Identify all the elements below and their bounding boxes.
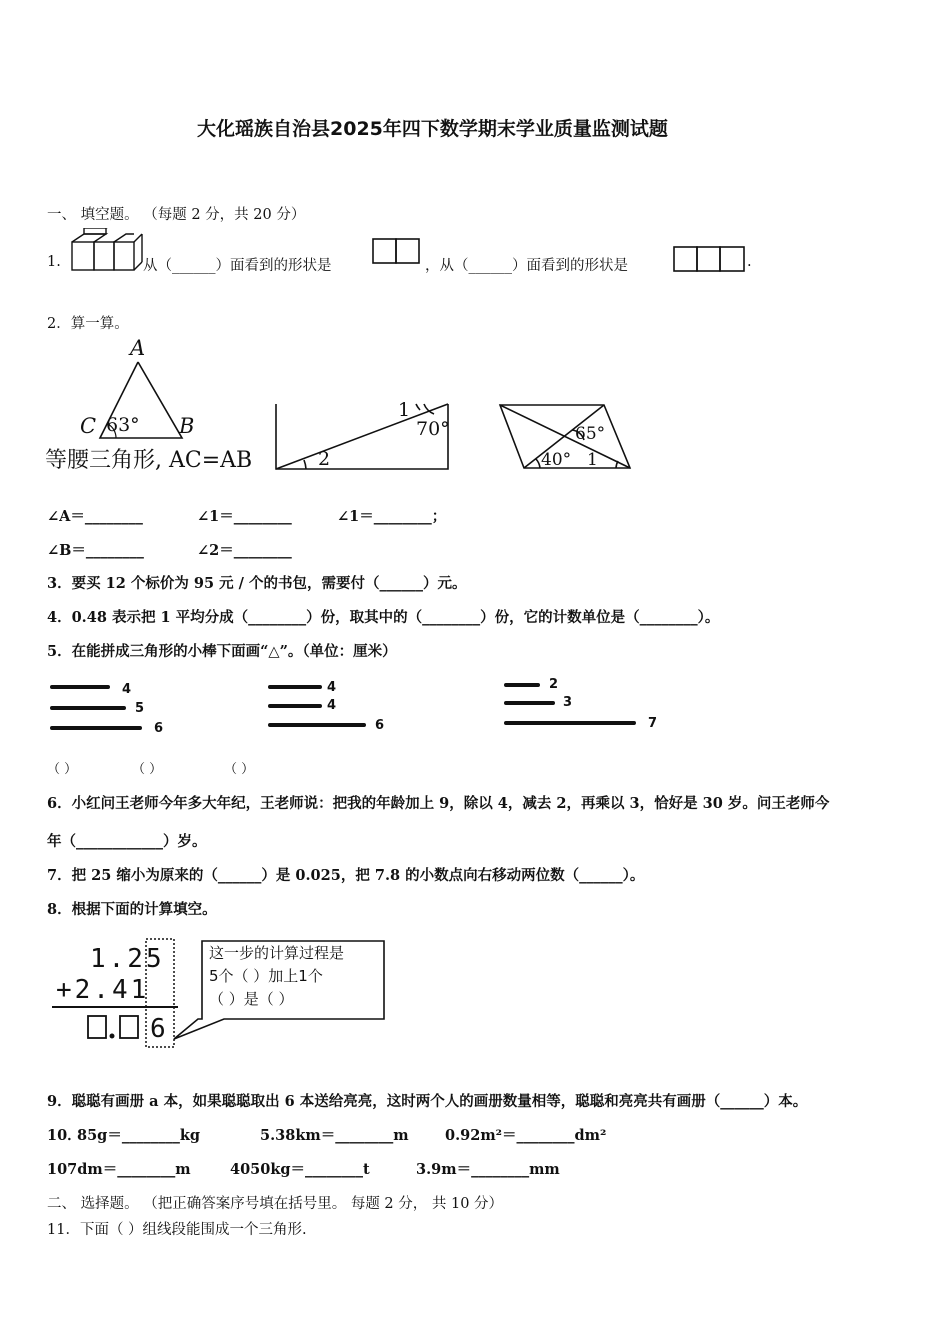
view-two-squares-figure <box>372 238 422 266</box>
angle-65-label: 65° <box>575 424 606 444</box>
page-title: 大化瑶族自治县2025年四下数学期末学业质量监测试题 <box>197 118 668 140</box>
calc-row1: 1.25 <box>90 944 165 974</box>
q11-text: 11．下面（ ）组线段能围成一个三角形. <box>47 1222 307 1238</box>
angle-70-label: 70° <box>416 418 450 440</box>
bubble-line3: （ ）是（ ） <box>209 990 294 1008</box>
q3-text: 3．要买 12 个标价为 95 元 / 个的书包，需要付（______）元。 <box>47 575 467 592</box>
q10-a: 85g＝________kg <box>77 1127 201 1144</box>
q8-text: 8．根据下面的计算填空。 <box>47 901 217 918</box>
stick-label: 3 <box>563 695 573 710</box>
q5-text: 5．在能拼成三角形的小棒下面画“△”。（单位：厘米） <box>47 643 397 660</box>
bubble-line1: 这一步的计算过程是 <box>209 944 345 962</box>
q7-text: 7．把 25 缩小为原来的（______）是 0.025，把 7.8 的小数点向右移动两位数（______）。 <box>47 867 645 884</box>
angle-1b-label: 1 <box>587 450 598 470</box>
stick-label: 4 <box>327 698 337 713</box>
q10-d: 107dm＝________m <box>47 1161 191 1178</box>
q1-part1: 从（______）面看到的形状是 <box>143 258 332 274</box>
q6-line1: 6．小红问王老师今年多大年纪，王老师说：把我的年龄加上 9，除以 4，减去 2，再乘以 3，恰好是 30 岁。问王老师今 <box>47 795 830 812</box>
stick-label: 6 <box>375 718 385 733</box>
answer-angle-a: ∠A＝________ <box>47 508 143 525</box>
q10-b: 5.38km＝________m <box>260 1127 409 1144</box>
q6-line2: 年（____________）岁。 <box>47 833 207 850</box>
answer-angle-1-rect: ∠1＝________ <box>197 508 292 525</box>
stick-label: 7 <box>648 716 658 731</box>
vertex-a-label: A <box>130 336 146 360</box>
q10-c: 0.92m²＝________dm² <box>445 1127 607 1144</box>
section-1-heading: 一、 填空题。 （每题 2 分，共 20 分） <box>47 207 306 223</box>
bubble-line2: 5个（ ）加上1个 <box>209 967 323 985</box>
q5-answer-paren: （ ） <box>224 762 255 777</box>
vertex-c-label: C <box>80 414 97 438</box>
q5-answer-paren: （ ） <box>132 762 163 777</box>
q10-number: 10． <box>47 1127 82 1144</box>
answer-angle-1-para: ∠1＝________； <box>337 508 447 525</box>
stick-label: 5 <box>135 701 145 716</box>
q4-text: 4．0.48 表示把 1 平均分成（________）份，取其中的（________）份，它的计数单位是（________）。 <box>47 609 720 626</box>
cube-stack-figure <box>70 228 144 274</box>
section-2-heading: 二、 选择题。 （把正确答案序号填在括号里。 每题 2 分， 共 10 分） <box>47 1196 504 1212</box>
q1-end: . <box>747 254 752 270</box>
q1-part2: ，从（______）面看到的形状是 <box>425 258 628 274</box>
stick-label: 4 <box>122 682 132 697</box>
calc-result-digit: 6 <box>150 1014 166 1044</box>
stick-label: 4 <box>327 680 337 695</box>
angle-63-label: 63° <box>106 414 140 436</box>
stick-label: 2 <box>549 677 559 692</box>
vertex-b-label: B <box>179 414 195 438</box>
q10-f: 3.9m＝________mm <box>416 1161 560 1178</box>
q9-text: 9．聪聪有画册 a 本，如果聪聪取出 6 本送给亮亮，这时两个人的画册数量相等，聪聪和亮亮共有画册（______）本。 <box>47 1093 808 1110</box>
q2-text: 2．算一算。 <box>47 316 129 332</box>
calc-row2: +2.41 <box>56 975 150 1005</box>
angle-2-label: 2 <box>318 448 331 470</box>
q5-answer-paren: （ ） <box>47 762 78 777</box>
answer-angle-b: ∠B＝________ <box>47 542 144 559</box>
angle-40-label: 40° <box>541 450 572 470</box>
stick-label: 6 <box>154 721 164 736</box>
q1-number: 1. <box>47 254 61 270</box>
q10-e: 4050kg＝________t <box>230 1161 370 1178</box>
view-three-squares-figure <box>673 246 747 273</box>
angle-1-label: 1 <box>398 399 411 421</box>
answer-angle-2: ∠2＝________ <box>197 542 292 559</box>
triangle-caption: 等腰三角形, AC=AB <box>45 448 253 473</box>
